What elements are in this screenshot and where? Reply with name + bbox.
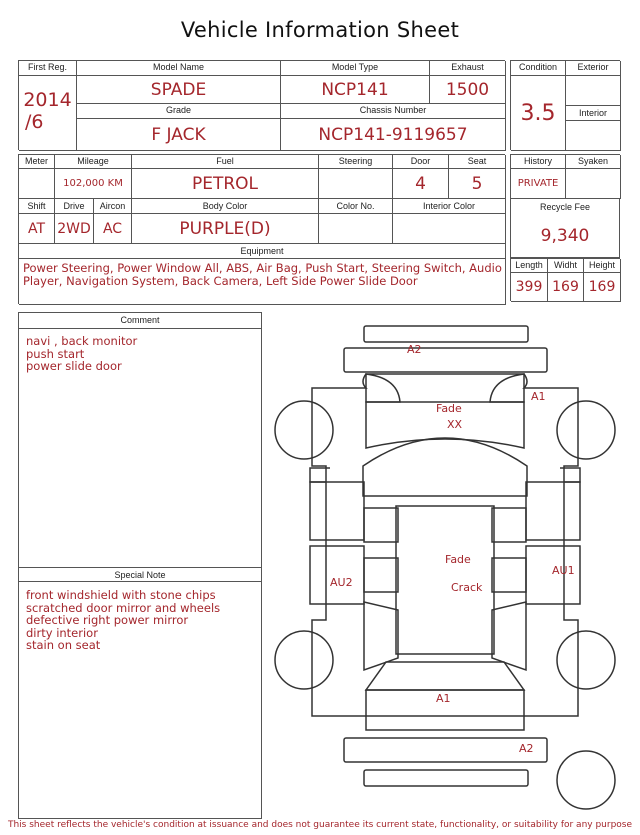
comment-line: navi , back monitor	[26, 334, 138, 348]
exhaust-label: Exhaust	[430, 61, 506, 76]
equipment-label: Equipment	[19, 244, 506, 259]
comment-line: push start	[26, 346, 85, 361]
syaken-label: Syaken	[566, 155, 621, 169]
special-note-line: defective right power mirror	[26, 613, 189, 627]
width-label: Widht	[548, 259, 584, 273]
left-rear-door	[310, 546, 364, 604]
rear-bumper-shape	[344, 738, 547, 762]
door-value: 4	[393, 169, 449, 199]
grade-label: Grade	[77, 104, 281, 119]
recycle-fee-box	[510, 198, 620, 258]
history-table	[510, 154, 620, 198]
shift-label: Shift	[19, 199, 55, 214]
exterior-value	[566, 76, 621, 106]
grade-value: F JACK	[77, 119, 281, 151]
left-rear-quarter	[364, 602, 398, 670]
aircon-label: Aircon	[94, 199, 132, 214]
roof-panel	[396, 506, 494, 654]
color-no-label: Color No.	[319, 199, 393, 214]
damage-front-bumper: A2	[407, 343, 422, 356]
aircon-value: AC	[94, 214, 132, 244]
recycle-fee-value: 9,340	[540, 226, 590, 246]
right-rear-window	[492, 558, 526, 592]
right-front-door	[526, 482, 580, 540]
seat-label: Seat	[449, 155, 506, 169]
mileage-value: 102,000 KM	[63, 178, 123, 189]
footer-disclaimer: This sheet reflects the vehicle's condition at issuance and does not guarantee its current state, functionality, or suitability for any purpose	[7, 820, 633, 830]
special-note-text	[19, 583, 261, 658]
right-headlight	[490, 374, 524, 402]
car-body-outline	[312, 374, 578, 730]
steering-value	[319, 169, 393, 199]
length-label: Length	[511, 259, 548, 273]
interior-color-value	[393, 214, 506, 244]
comment-panel	[18, 312, 262, 819]
condition-table	[510, 60, 620, 150]
body-color-value: PURPLE(D)	[132, 214, 319, 244]
mileage-cell	[55, 169, 132, 199]
body-color-label: Body Color	[132, 199, 319, 214]
windshield	[363, 438, 527, 496]
front-bumper-shape	[364, 326, 528, 342]
equipment-line-1: Power Steering, Power Window All, ABS, Air Bag, Push Start, Steering Switch, Audio	[23, 261, 502, 275]
damage-rear-bumper: A2	[519, 742, 534, 755]
exterior-label: Exterior	[566, 61, 621, 76]
damage-hood-xx: XX	[447, 418, 463, 431]
history-value: PRIVATE	[511, 169, 566, 199]
fuel-value: PETROL	[132, 169, 319, 199]
color-no-value	[319, 214, 393, 244]
recycle-fee-label: Recycle Fee	[539, 202, 591, 212]
right-rear-quarter	[492, 602, 526, 670]
seat-value: 5	[449, 169, 506, 199]
special-note-line: stain on seat	[26, 638, 101, 652]
right-front-window	[492, 508, 526, 542]
damage-trunk: A1	[436, 692, 451, 705]
chassis-value: NCP141-9119657	[281, 119, 506, 151]
first-reg-month: /6	[25, 111, 44, 133]
first-reg-label: First Reg.	[19, 61, 77, 76]
interior-color-label: Interior Color	[393, 199, 506, 214]
rear-right-wheel	[557, 631, 615, 689]
door-label: Door	[393, 155, 449, 169]
special-note-line: scratched door mirror and wheels	[26, 600, 221, 615]
spec-table	[18, 154, 505, 304]
model-type-value: NCP141	[281, 76, 430, 104]
first-reg-cell	[19, 76, 77, 151]
comment-line: power slide door	[26, 359, 122, 373]
special-note-line: front windshield with stone chips	[26, 588, 216, 602]
height-label: Height	[584, 259, 621, 273]
model-name-value: SPADE	[77, 76, 281, 104]
left-rear-window	[364, 558, 398, 592]
front-right-wheel	[557, 401, 615, 459]
equipment-line-2: Player, Navigation System, Back Camera, Left Side Power Slide Door	[23, 273, 418, 288]
dimensions-table	[510, 258, 620, 301]
model-name-label: Model Name	[77, 61, 281, 76]
width-value: 169	[548, 273, 584, 302]
mileage-label: Mileage	[55, 155, 132, 169]
damage-roof-fade: Fade	[445, 553, 471, 566]
damage-right-fender: A1	[531, 390, 546, 403]
condition-label: Condition	[511, 61, 566, 76]
damage-left-side: AU2	[330, 576, 353, 589]
special-note-label: Special Note	[19, 567, 261, 582]
model-type-label: Model Type	[281, 61, 430, 76]
special-note-line: dirty interior	[26, 625, 98, 640]
length-value: 399	[511, 273, 548, 302]
interior-label: Interior	[566, 106, 621, 121]
comment-label: Comment	[19, 313, 261, 329]
fuel-label: Fuel	[132, 155, 319, 169]
damage-hood-fade: Fade	[436, 402, 462, 415]
shift-value: AT	[19, 214, 55, 244]
drive-value: 2WD	[55, 214, 94, 244]
page-title: Vehicle Information Sheet	[180, 18, 460, 42]
left-front-window	[364, 508, 398, 542]
right-mirror	[560, 468, 580, 482]
history-label: History	[511, 155, 566, 169]
comment-text	[19, 329, 261, 379]
damage-roof-crack: Crack	[451, 581, 483, 594]
condition-value: 3.5	[511, 76, 566, 151]
first-reg-year: 2014	[23, 89, 72, 111]
chassis-label: Chassis Number	[281, 104, 506, 119]
interior-value	[566, 121, 621, 151]
steering-label: Steering	[319, 155, 393, 169]
rear-left-wheel	[275, 631, 333, 689]
left-mirror	[310, 468, 330, 482]
spare-wheel	[557, 751, 615, 809]
syaken-value	[566, 169, 621, 199]
damage-right-side: AU1	[552, 564, 575, 577]
front-grille-shape	[344, 348, 547, 372]
front-left-wheel	[275, 401, 333, 459]
exhaust-value: 1500	[430, 76, 506, 104]
rear-window	[366, 662, 524, 690]
left-front-door	[310, 482, 364, 540]
vehicle-info-table	[18, 60, 505, 150]
equipment-cell	[19, 259, 506, 305]
drive-label: Drive	[55, 199, 94, 214]
height-value: 169	[584, 273, 621, 302]
meter-value	[19, 169, 55, 199]
rear-panel-shape	[364, 770, 528, 786]
left-headlight	[366, 374, 400, 402]
meter-label: Meter	[19, 155, 55, 169]
